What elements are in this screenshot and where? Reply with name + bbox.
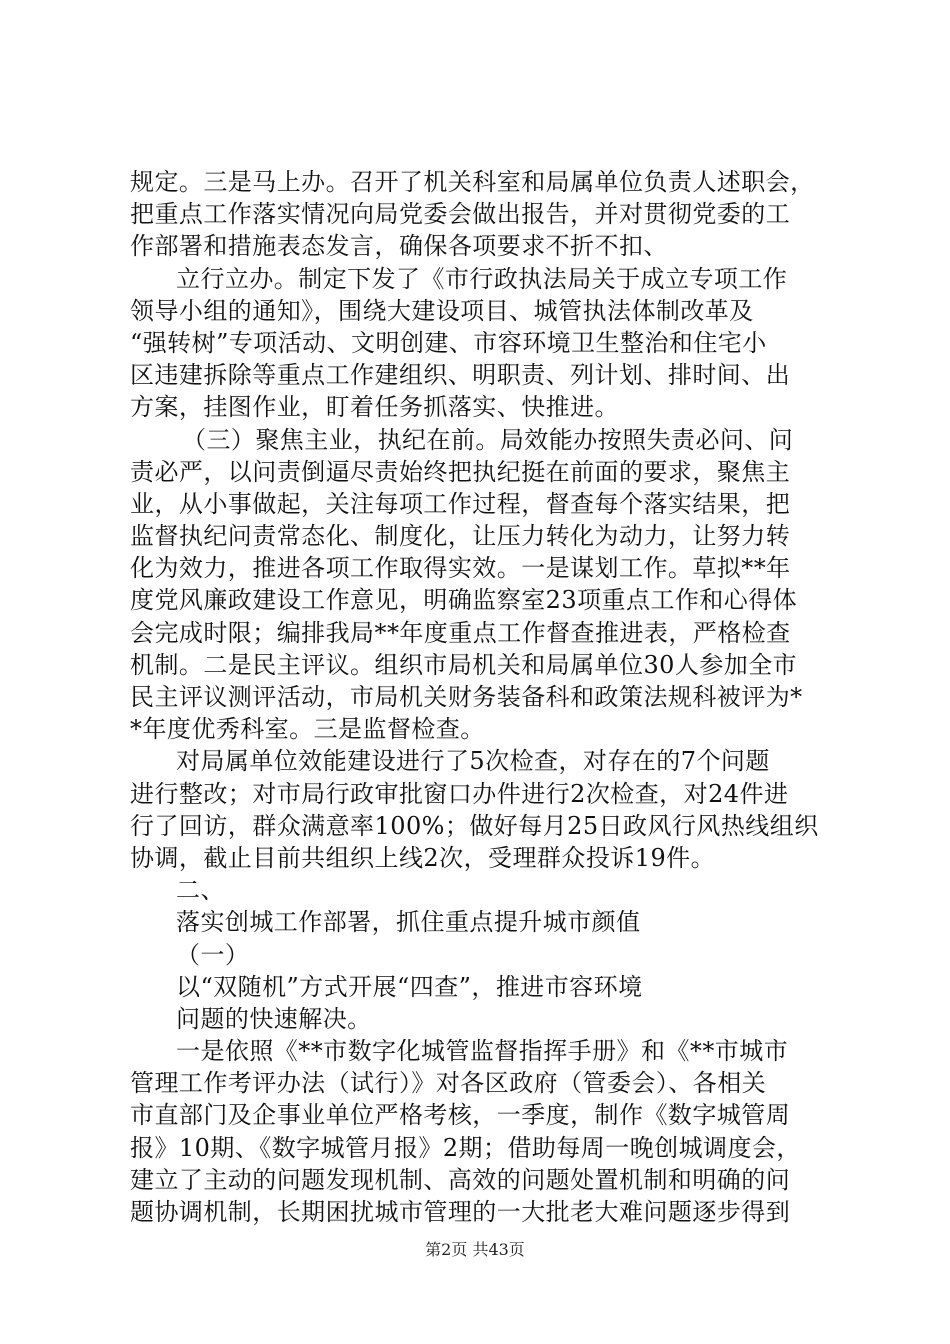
subsection-heading: 问题的快速解决。: [176, 1004, 372, 1033]
text-line: 立行立办。制定下发了《市行政执法局关于成立专项工作: [176, 264, 788, 293]
text-line: 报》10期、《数字城管月报》2期；借助每周一晚创城调度会，: [130, 1133, 801, 1162]
text-line: 领导小组的通知》，围绕大建设项目、城管执法体制改革及: [130, 296, 754, 325]
text-line: 监督执纪问责常态化、制度化，让压力转化为动力，让努力转: [130, 522, 791, 551]
text-line: 管理工作考评办法（试行）》对各区政府（管委会）、各相关: [130, 1069, 767, 1098]
text-line: *年度优秀科室。三是监督检查。: [130, 715, 485, 744]
section-number: 二、: [176, 876, 225, 905]
text-line: 题协调机制，长期困扰城市管理的一大批老大难问题逐步得到: [130, 1198, 791, 1226]
text-line: 化为效力，推进各项工作取得实效。一是谋划工作。草拟**年: [130, 554, 791, 583]
text-line: 方案，挂图作业，盯着任务抓落实、快推进。: [130, 393, 619, 422]
section-heading: （三）聚焦主业，执纪在前。局效能办按照失责必问、问: [182, 425, 794, 454]
text-line: 建立了主动的问题发现机制、高效的问题处置机制和明确的问: [130, 1165, 791, 1194]
text-line: 作部署和措施表态发言，确保各项要求不折不扣、: [130, 232, 668, 261]
text-line: 区违建拆除等重点工作建组织、明职责、列计划、排时间、出: [130, 361, 791, 390]
text-line: 业，从小事做起，关注每项工作过程，督查每个落实结果，把: [130, 489, 791, 518]
text-line: 协调，截止目前共组织上线2次，受理群众投诉19件。: [130, 843, 716, 872]
page-footer: 第2页 共43页: [425, 1240, 525, 1259]
text-line: 规定。三是马上办。召开了机关科室和局属单位负责人述职会，: [130, 168, 815, 196]
text-line: 行了回访，群众满意率100%；做好每月25日政风行风热线组织: [130, 811, 819, 840]
text-line: 对局属单位效能建设进行了5次检查，对存在的7个问题: [176, 747, 770, 776]
text-line: 民主评议测评活动，市局机关财务装备科和政策法规科被评为*: [130, 683, 803, 711]
subsection-heading: 以“双随机”方式开展“四查”，推进市容环境: [176, 972, 643, 1001]
text-line: 把重点工作落实情况向局党委会做出报告，并对贯彻党委的工: [130, 200, 791, 229]
text-line: 度党风廉政建设工作意见，明确监察室23项重点工作和心得体: [130, 586, 798, 615]
text-line: 会完成时限；编排我局**年度重点工作督查推进表，严格检查: [130, 618, 791, 647]
subsection-number: （一）: [176, 940, 250, 969]
text-line: 一是依照《**市数字化城管监督指挥手册》和《**市城市: [176, 1037, 789, 1066]
text-line: 进行整改；对市局行政审批窗口办件进行2次检查，对24件进: [130, 779, 789, 808]
text-line: 责必严，以问责倒逼尽责始终把执纪挺在前面的要求，聚焦主: [130, 457, 791, 486]
document-body: [130, 166, 830, 1228]
text-line: 市直部门及企事业单位严格考核，一季度，制作《数字城管周: [130, 1101, 791, 1130]
text-line: “强转树”专项活动、文明创建、市容环境卫生整治和住宅小: [130, 328, 767, 357]
text-line: 机制。二是民主评议。组织市局机关和局属单位30人参加全市: [130, 650, 798, 679]
section-heading: 落实创城工作部署，抓住重点提升城市颜值: [176, 908, 641, 937]
